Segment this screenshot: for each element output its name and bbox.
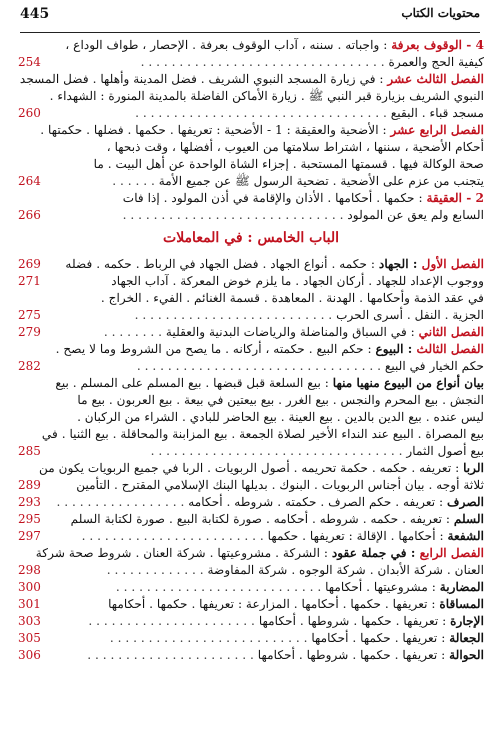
toc-entry-line	[18, 630, 484, 647]
topic-heading: بيان أنواع من البيوع منهيا منها	[332, 376, 484, 390]
entry-description: : حكم البيع . حكمته ، أركانه . ما يصح من الشروط وما لا يصح .	[55, 342, 376, 356]
entry-description: يتجنب من عزم على الأضحية . تضحية الرسول ﷺ عن جميع الأمة	[158, 174, 484, 188]
toc-entry-line	[18, 173, 484, 190]
dot-leader: . . . . . . . . . . . . . . . . .	[56, 495, 189, 509]
dot-leader: . . . . . . . . . . . . . . . . . . . . . .	[87, 648, 258, 662]
entry-description: : حكمها . أحكامها . الأذان والإقامة في أذن المولود . إذا فات	[122, 191, 427, 205]
toc-entry-line	[18, 307, 484, 324]
entry-page-number: 306	[18, 648, 41, 662]
entry-text	[62, 307, 484, 324]
entry-text	[62, 256, 484, 273]
entry-description: السابع ولم يعق عن المولود	[347, 208, 484, 222]
entry-text	[62, 324, 484, 341]
entry-text	[40, 122, 484, 139]
entry-text	[62, 190, 484, 207]
entry-description: النجش . بيع المحرم والنجس . بيع الغرر . بيع بيعتين في بيعة . بيع العربون . بيع ما	[77, 393, 484, 407]
entry-page-number: 264	[18, 174, 41, 188]
entry-text	[19, 71, 484, 88]
toc-section-worship-end	[18, 37, 484, 224]
entry-text	[38, 460, 484, 477]
chapter-heading: 4 - الوقوف بعرفة	[391, 38, 484, 52]
chapter-heading: الفصل الثاني	[418, 325, 484, 339]
toc-entry-line	[18, 341, 484, 358]
dot-leader: . . . . . . . . . . . . . . . . . . . . . . . . . . . . . . . . .	[150, 444, 407, 458]
toc-entry-line	[18, 460, 484, 477]
entry-text	[62, 105, 484, 122]
chapter-heading: الفصل الثالث عشر	[387, 72, 484, 86]
entry-page-number: 301	[18, 597, 41, 611]
chapter-heading: 2 - العقيقة	[426, 191, 484, 205]
dot-leader: . . . . . . . . . . . . . . . . . . . . . . . . . . . . .	[122, 208, 348, 222]
entry-page-number: 305	[18, 631, 41, 645]
entry-page-number: 279	[18, 325, 41, 339]
toc-entry-line	[18, 207, 484, 224]
entry-description: : الأضحية والعقيقة : 1 - الأضحية : تعريفها . حكمها . فضلها . حكمتها .	[40, 123, 391, 137]
entry-text	[35, 545, 484, 562]
entry-text	[62, 528, 484, 545]
toc-entry-line	[18, 392, 484, 409]
entry-description: : تعريفه . حكم الصرف . حكمته . شروطه . أحكامه	[188, 495, 447, 509]
entry-description: : تعريفها . حكمها . شروطها . أحكامها	[257, 648, 450, 662]
topic-heading: السلم	[453, 512, 484, 526]
entry-description: ووجوب الإعداد للجهاد . أركان الجهاد . ما يلزم خوض المعركة . آداب الجهاد	[111, 274, 484, 288]
dot-leader: . . . . . . . . . . . . .	[106, 563, 208, 577]
entry-text	[62, 409, 484, 426]
entry-text	[62, 358, 484, 375]
entry-page-number: 282	[18, 359, 41, 373]
entry-description: : بيع السلعة قبل قبضها . بيع المسلم على المسلم . بيع	[55, 376, 333, 390]
entry-text	[49, 88, 484, 105]
dot-leader: . . . . . . . . . . . . . . . . . . . . . . . . . .	[134, 308, 337, 322]
dot-leader: . . . . . .	[112, 174, 159, 188]
toc-entry-line	[18, 511, 484, 528]
dot-leader: . . . . . . . . . . . . . . . . . . . . . . . . . . . . . . . .	[136, 359, 385, 373]
entry-description: : في زيارة المسجد النبوي الشريف . فضل المدينة وأهلها . فضل المسجد	[19, 72, 388, 86]
entry-text	[62, 630, 484, 647]
entry-text	[62, 511, 484, 528]
entry-page-number: 289	[18, 478, 41, 492]
entry-text	[62, 156, 484, 173]
entry-text	[62, 54, 484, 71]
topic-heading: : في جملة عقود	[331, 546, 420, 560]
entry-description: في عقد الذمة وأحكامها . الهدنة . المعاهدة . قسمة الغنائم . الفيء . الخراج .	[100, 291, 484, 305]
dot-leader: . . . . . . . . . . . . . . . . . . . . . .	[88, 614, 259, 628]
entry-page-number: 297	[18, 529, 41, 543]
entry-text	[62, 647, 484, 664]
toc-entry-line	[18, 494, 484, 511]
entry-text	[55, 375, 484, 392]
entry-text	[62, 139, 484, 156]
entry-text	[62, 273, 484, 290]
toc-entry-line	[18, 54, 484, 71]
toc-entry-line	[18, 105, 484, 122]
entry-text	[62, 562, 484, 579]
entry-text	[62, 290, 484, 307]
entry-description: : تعريفها . حكمها . شروطها . أحكامها	[258, 614, 451, 628]
entry-text	[56, 494, 484, 511]
toc-entry-line	[18, 324, 484, 341]
entry-description: بيع أصول الثمار	[406, 444, 484, 458]
dot-leader: . . . . . . . . . . . . . . . . . . . . . . . . . .	[109, 631, 312, 645]
entry-description: أحكام الأضحية ، سننها ، اشتراط سلامتها من العيوب ، أفضلها ، وقت ذبحها ،	[106, 140, 484, 154]
toc-entry-line	[18, 290, 484, 307]
entry-text	[62, 613, 484, 630]
chapter-heading: الفصل الرابع	[419, 546, 484, 560]
entry-page-number: 285	[18, 444, 41, 458]
toc-entry-line	[18, 409, 484, 426]
page-header	[20, 4, 480, 26]
toc-entry-line	[18, 256, 484, 273]
entry-description: حكم الخيار في البيع	[384, 359, 484, 373]
entry-description: كيفية الحج والعمرة	[388, 55, 484, 69]
entry-text	[62, 392, 484, 409]
entry-description: صحة الوكالة فيها . قسمتها المستحبة . إجزاء الشاة الواحدة عن أهل البيت . ما	[93, 157, 484, 171]
chapter-heading: الفصل الرابع عشر	[390, 123, 484, 137]
entry-description: العنان . شركة الأبدان . شركة الوجوه . شركة المفاوضة	[207, 563, 484, 577]
entry-page-number: 303	[18, 614, 41, 628]
topic-heading: المضاربة	[439, 580, 484, 594]
toc-section-transactions	[18, 256, 484, 664]
topic-heading: الربا	[463, 461, 484, 475]
entry-description: مسجد قباء . البقيع	[390, 106, 484, 120]
entry-description: : تعريفها . حكمها . أحكامها	[311, 631, 450, 645]
entry-description: الجزية . النفل . أسرى الحرب	[336, 308, 484, 322]
topic-heading: الحوالة	[449, 648, 484, 662]
entry-page-number: 269	[18, 257, 41, 271]
entry-description: : الشركة . مشروعيتها . شركة العنان . شروط صحة شركة	[35, 546, 332, 560]
entry-description: ثلاثة أوجه . بيان أجناس الربويات . البنوك . بديلها البنك الإسلامي المقترح . التأمين	[76, 478, 484, 492]
toc-entry-line	[18, 562, 484, 579]
toc-entry-line	[18, 71, 484, 88]
page-number: 445	[20, 6, 50, 22]
entry-page-number: 293	[18, 495, 41, 509]
entry-description: : حكمه . أنواع الجهاد . فضل الجهاد في الرباط . حكمه . فضله	[65, 257, 379, 271]
entry-description: بيع المصراة . البيع عند النداء الأخير لصلاة الجمعة . بيع المزابنة والمحاقلة . بيع الثنيا . في	[41, 427, 484, 441]
topic-heading: : البيوع	[375, 342, 417, 356]
entry-text	[62, 579, 484, 596]
entry-text	[55, 341, 484, 358]
running-title: محتويات الكتاب	[401, 6, 480, 20]
toc-entry-line	[18, 528, 484, 545]
dot-leader: . . . . . . . .	[103, 325, 166, 339]
topic-heading: الجعالة	[449, 631, 484, 645]
chapter-heading: الفصل الأول	[421, 257, 484, 271]
toc-entry-line	[18, 375, 484, 392]
toc-entry-line	[18, 647, 484, 664]
entry-description: : في السباق والمناضلة والرياضات البدنية والعقلية	[165, 325, 419, 339]
entry-page-number: 300	[18, 580, 41, 594]
entry-text	[62, 37, 484, 54]
dot-leader: . . . . . . . . . . . . . . . . . . . . . . . . . . .	[115, 580, 326, 594]
entry-page-number: 254	[18, 55, 41, 69]
entry-text	[62, 477, 484, 494]
topic-heading: المساقاة	[439, 597, 484, 611]
entry-text	[62, 443, 484, 460]
entry-page-number: 295	[18, 512, 41, 526]
dot-leader: . . . . . . . . . . . . . . . . . . . . . . . . . . . . . . . .	[140, 55, 389, 69]
entry-page-number: 271	[18, 274, 41, 288]
entry-page-number: 275	[18, 308, 41, 322]
toc-entry-line	[18, 139, 484, 156]
dot-leader: . . . . . . . . . . . . . . . . . . . . . . . .	[81, 529, 268, 543]
entry-description: : تعريفه . حكمه . شروطه . أحكامه . صورة لكتابة البيع . صورة لكتابة السلم	[70, 512, 454, 526]
topic-heading: الإجارة	[450, 614, 484, 628]
part-title: الباب الخامس : في المعاملات	[163, 230, 339, 246]
entry-description: : تعريفها . حكمها . أحكامها . المزارعة : تعريفها . حكمها . أحكامها	[108, 597, 440, 611]
dot-leader: . . . . . . . . . . . . . . . . . . . . . . . . . . . . . . . . .	[135, 106, 391, 120]
toc-entry-line	[18, 37, 484, 54]
topic-heading: : الجهاد	[378, 257, 422, 271]
entry-page-number: 260	[18, 106, 41, 120]
entry-text	[62, 596, 484, 613]
toc-entry-line	[18, 545, 484, 562]
entry-page-number: 298	[18, 563, 41, 577]
toc-entry-line	[18, 122, 484, 139]
toc-entry-line	[18, 613, 484, 630]
chapter-heading: الفصل الثالث	[416, 342, 484, 356]
entry-description: : أحكامها . الإقالة : تعريفها . حكمها	[267, 529, 448, 543]
entry-text	[62, 207, 484, 224]
topic-heading: الصرف	[446, 495, 484, 509]
toc-entry-line	[18, 156, 484, 173]
entry-description: : واجباته . سننه ، آداب الوقوف بعرفة . الإحصار ، طواف الوداع ،	[65, 38, 392, 52]
toc-entry-line	[18, 88, 484, 105]
toc-entry-line	[18, 426, 484, 443]
toc-entry-line	[18, 443, 484, 460]
entry-page-number: 266	[18, 208, 41, 222]
toc-entry-line	[18, 596, 484, 613]
header-rule	[20, 32, 480, 33]
topic-heading: الشفعة	[447, 529, 484, 543]
toc-entry-line	[18, 273, 484, 290]
entry-text	[62, 173, 484, 190]
toc-body	[18, 37, 484, 664]
entry-text	[41, 426, 484, 443]
toc-entry-line	[18, 477, 484, 494]
entry-description: : تعريفه . حكمه . حكمة تحريمه . أصول الربويات . الربا في جميع الربويات يكون من	[38, 461, 464, 475]
toc-entry-line	[18, 190, 484, 207]
entry-description: ليس عنده . بيع الدين بالدين . بيع العينة . بيع الحاضر للبادي . الشراء من الركبان .	[77, 410, 484, 424]
toc-entry-line	[18, 358, 484, 375]
entry-description: النبوي الشريف بزيارة قبر النبي ﷺ . زيارة الأماكن الفاضلة بالمدينة المنورة : الشهداء .	[49, 89, 484, 103]
entry-description: : مشروعيتها . أحكامها	[325, 580, 440, 594]
toc-entry-line	[18, 579, 484, 596]
